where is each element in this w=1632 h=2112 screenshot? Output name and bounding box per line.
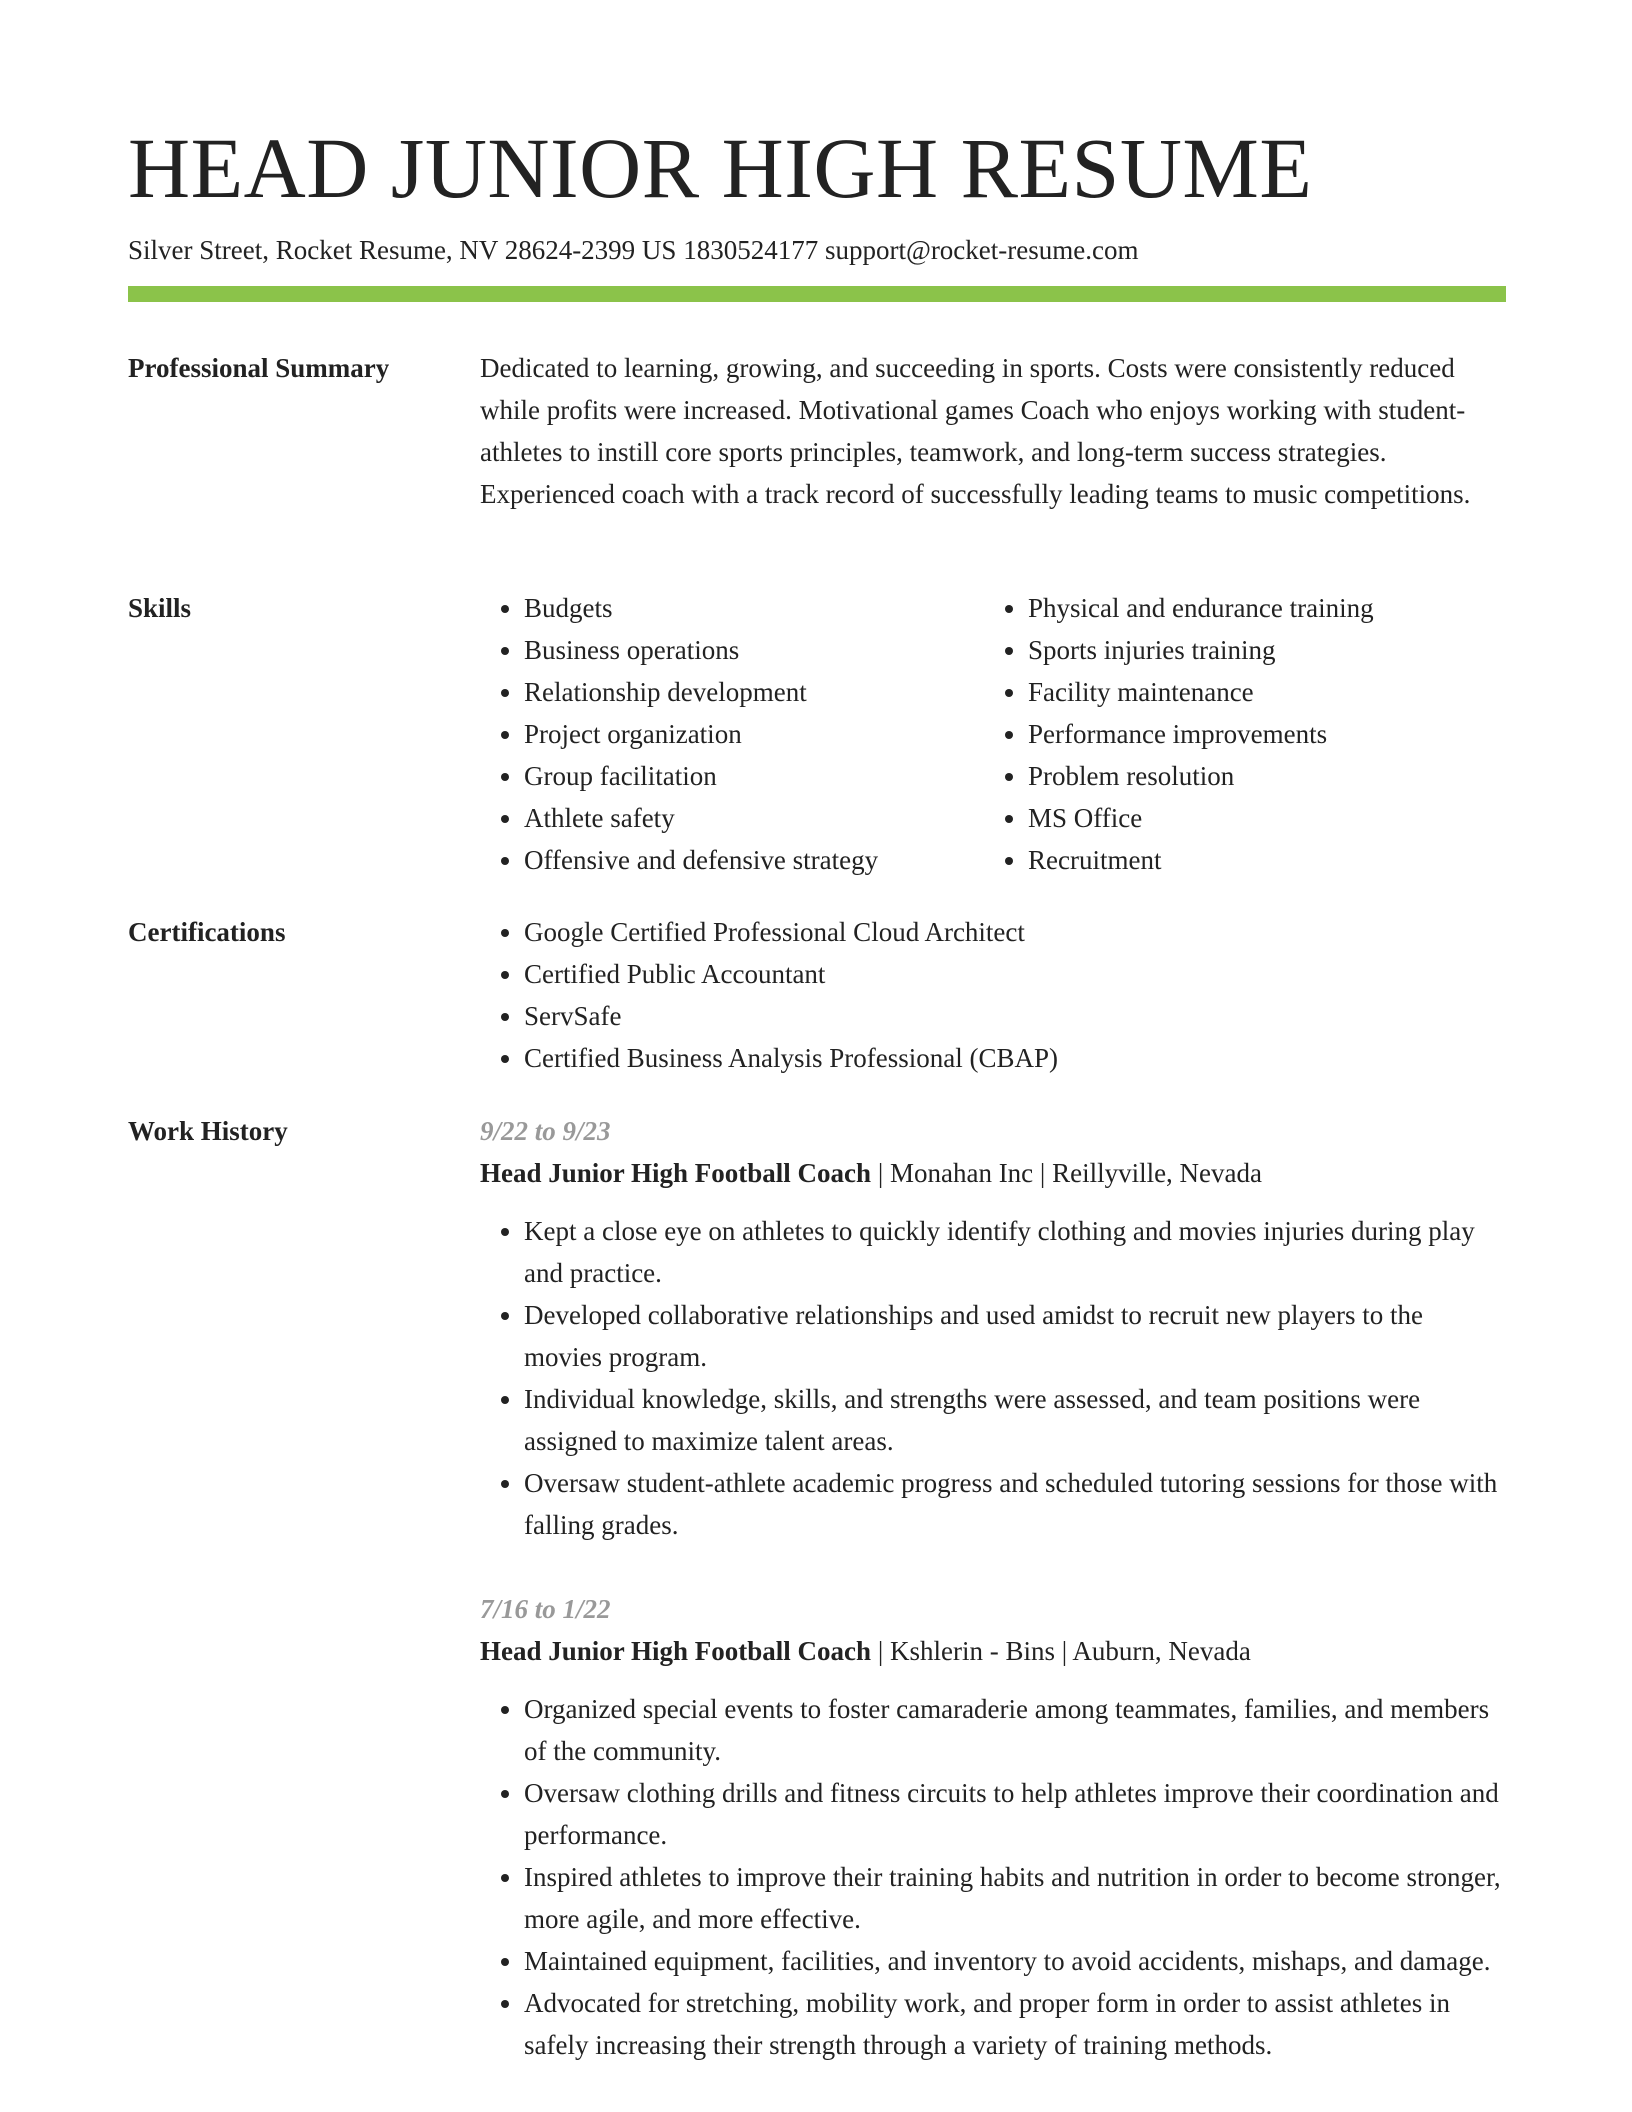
summary-body: [480, 347, 1506, 515]
skill-item: • Facility maintenance: [1028, 671, 1488, 713]
skills-body: [480, 587, 1506, 881]
skills-heading: Skills: [128, 593, 192, 623]
job-employer-location: | Monahan Inc | Reillyville, Nevada: [871, 1158, 1263, 1188]
skill-item: • Project organization: [524, 713, 984, 755]
job-employer-location: | Kshlerin - Bins | Auburn, Nevada: [871, 1636, 1251, 1666]
job-title: Head Junior High Football Coach: [480, 1158, 872, 1188]
job-dates: 9/22 to 9/23: [480, 1116, 611, 1146]
skill-item: • Offensive and defensive strategy: [524, 839, 984, 881]
job-entry: [480, 1110, 1506, 1546]
skills-column-left: [480, 587, 984, 881]
skill-item: • Physical and endurance training: [1028, 587, 1488, 629]
job-bullet: • Kept a close eye on athletes to quickly identify clothing and movies injuries during play and practice.: [524, 1210, 1506, 1294]
skill-item: • MS Office: [1028, 797, 1488, 839]
work-history-body: [480, 1110, 1506, 2108]
job-bullet: • Oversaw clothing drills and fitness circuits to help athletes improve their coordination and performance.: [524, 1772, 1506, 1856]
job-bullet: • Inspired athletes to improve their training habits and nutrition in order to become stronger, more agile, and more effective.: [524, 1856, 1506, 1940]
summary-text: Dedicated to learning, growing, and succeeding in sports. Costs were consistently reduced while profits were increased. Motivational games Coach who enjoys working with student-athletes to instill core sports principles, teamwork, and long-term success strategies. Experienced coach with a track record of successfully leading teams to music competitions.: [480, 353, 1471, 509]
skill-item: • Problem resolution: [1028, 755, 1488, 797]
skill-item: • Relationship development: [524, 671, 984, 713]
skill-item: • Business operations: [524, 629, 984, 671]
skills-column-right: [984, 587, 1488, 881]
certification-item: • Google Certified Professional Cloud Architect: [524, 911, 1506, 953]
job-bullet: • Individual knowledge, skills, and strengths were assessed, and team positions were assigned to maximize talent areas.: [524, 1378, 1506, 1462]
skill-item: • Group facilitation: [524, 755, 984, 797]
skills-section: [128, 587, 1506, 887]
certifications-body: [480, 911, 1506, 1079]
job-bullet: • Oversaw student-athlete academic progress and scheduled tutoring sessions for those with falling grades.: [524, 1462, 1506, 1546]
job-bullet: • Organized special events to foster camaraderie among teammates, families, and members of the community.: [524, 1688, 1506, 1772]
job-entry: [480, 1588, 1506, 2066]
work-history-section: [128, 1110, 1506, 2100]
job-heading: [480, 1630, 1506, 1672]
certifications-section: [128, 911, 1506, 1081]
resume-title: HEAD JUNIOR HIGH RESUME: [128, 120, 1313, 216]
summary-heading: Professional Summary: [128, 353, 390, 383]
summary-section: [128, 347, 1506, 527]
accent-divider: [128, 286, 1506, 302]
job-title: Head Junior High Football Coach: [480, 1636, 872, 1666]
certification-item: • ServSafe: [524, 995, 1506, 1037]
skill-item: • Recruitment: [1028, 839, 1488, 881]
certification-item: • Certified Public Accountant: [524, 953, 1506, 995]
job-heading: [480, 1152, 1506, 1194]
work-history-heading: Work History: [128, 1116, 288, 1146]
job-bullet: • Maintained equipment, facilities, and inventory to avoid accidents, mishaps, and damage.: [524, 1940, 1506, 1982]
job-dates: 7/16 to 1/22: [480, 1594, 611, 1624]
skill-item: • Performance improvements: [1028, 713, 1488, 755]
certifications-heading: Certifications: [128, 917, 286, 947]
contact-line: Silver Street, Rocket Resume, NV 28624-2399 US 1830524177 support@rocket-resume.com: [128, 235, 1139, 265]
skill-item: • Athlete safety: [524, 797, 984, 839]
skill-item: • Sports injuries training: [1028, 629, 1488, 671]
certification-item: • Certified Business Analysis Professional (CBAP): [524, 1037, 1506, 1079]
job-bullet: • Developed collaborative relationships and used amidst to recruit new players to the movies program.: [524, 1294, 1506, 1378]
job-bullet: • Advocated for stretching, mobility work, and proper form in order to assist athletes in safely increasing their strength through a variety of training methods.: [524, 1982, 1506, 2066]
skill-item: • Budgets: [524, 587, 984, 629]
